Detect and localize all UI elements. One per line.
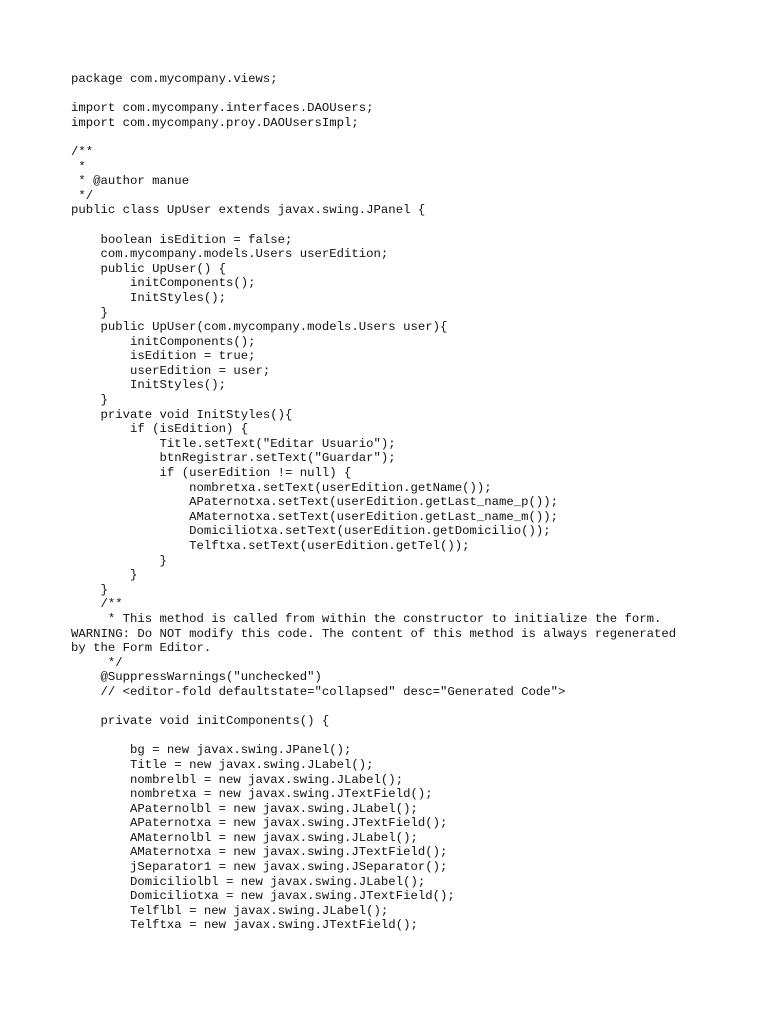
code-line: Telftxa = new javax.swing.JTextField(); bbox=[71, 918, 418, 933]
code-line: InitStyles(); bbox=[71, 378, 226, 393]
code-line bbox=[71, 700, 721, 715]
code-line: WARNING: Do NOT modify this code. The content of this method is always regenerated bbox=[71, 626, 677, 641]
code-line: package com.mycompany.views; bbox=[71, 72, 278, 86]
code-line: jSeparator1 = new javax.swing.JSeparator(); bbox=[71, 860, 448, 875]
code-line: Title = new javax.swing.JLabel(); bbox=[71, 757, 374, 772]
code-line: // <editor-fold defaultstate="collapsed" desc="Generated Code"> bbox=[71, 684, 566, 699]
code-line: Telftxa.setText(userEdition.getTel()); bbox=[71, 539, 470, 553]
code-line: nombretxa.setText(userEdition.getName()); bbox=[71, 480, 492, 495]
code-line: AMaternotxa.setText(userEdition.getLast_name_m()); bbox=[71, 509, 559, 524]
code-line: nombrelbl = new javax.swing.JLabel(); bbox=[71, 772, 404, 787]
code-line: public UpUser(com.mycompany.models.Users user){ bbox=[71, 320, 448, 335]
code-line: if (userEdition != null) { bbox=[71, 466, 352, 481]
code-line: /** bbox=[71, 597, 123, 612]
code-line: InitStyles(); bbox=[71, 290, 226, 305]
code-line: boolean isEdition = false; bbox=[71, 232, 293, 247]
code-line: initComponents(); bbox=[71, 334, 256, 349]
code-line: @SuppressWarnings("unchecked") bbox=[71, 670, 322, 685]
code-line: nombretxa = new javax.swing.JTextField(); bbox=[71, 787, 433, 802]
code-line: by the Form Editor. bbox=[71, 641, 212, 656]
code-line: * bbox=[71, 159, 86, 174]
code-line: Domiciliolbl = new javax.swing.JLabel(); bbox=[71, 874, 426, 889]
code-line: APaternotxa = new javax.swing.JTextField(); bbox=[71, 816, 448, 831]
code-line: } bbox=[71, 553, 167, 568]
code-line: Domiciliotxa.setText(userEdition.getDomicilio()); bbox=[71, 524, 551, 539]
code-line: Domiciliotxa = new javax.swing.JTextField(); bbox=[71, 889, 455, 904]
code-line bbox=[71, 729, 721, 744]
code-line: userEdition = user; bbox=[71, 363, 271, 378]
code-line: import com.mycompany.proy.DAOUsersImpl; bbox=[71, 115, 359, 130]
code-line: if (isEdition) { bbox=[71, 422, 249, 437]
code-line: } bbox=[71, 582, 108, 597]
code-line bbox=[71, 130, 721, 145]
code-line: } bbox=[71, 393, 108, 408]
code-line: AMaternolbl = new javax.swing.JLabel(); bbox=[71, 830, 418, 845]
code-line: btnRegistrar.setText("Guardar"); bbox=[71, 451, 396, 466]
code-line: APaternotxa.setText(userEdition.getLast_name_p()); bbox=[71, 495, 559, 510]
code-line: } bbox=[71, 568, 138, 583]
code-line: isEdition = true; bbox=[71, 349, 256, 364]
code-line: public class UpUser extends javax.swing.JPanel { bbox=[71, 203, 426, 218]
code-line: */ bbox=[71, 655, 123, 670]
code-line bbox=[71, 87, 721, 102]
code-line: Telflbl = new javax.swing.JLabel(); bbox=[71, 903, 389, 918]
code-line: */ bbox=[71, 188, 94, 203]
code-line: * This method is called from within the constructor to initialize the form. bbox=[71, 611, 662, 626]
code-line: /** bbox=[71, 144, 94, 159]
code-line: com.mycompany.models.Users userEdition; bbox=[71, 247, 389, 262]
code-line: AMaternotxa = new javax.swing.JTextField(); bbox=[71, 845, 448, 860]
code-line: } bbox=[71, 305, 108, 320]
code-line: private void InitStyles(){ bbox=[71, 407, 293, 422]
code-line: private void initComponents() { bbox=[71, 714, 330, 729]
code-line bbox=[71, 218, 721, 233]
code-listing bbox=[71, 72, 721, 933]
code-line: * @author manue bbox=[71, 174, 190, 189]
code-line: public UpUser() { bbox=[71, 261, 226, 276]
code-line: APaternolbl = new javax.swing.JLabel(); bbox=[71, 801, 418, 816]
code-line: initComponents(); bbox=[71, 276, 256, 291]
code-line: import com.mycompany.interfaces.DAOUsers; bbox=[71, 101, 374, 116]
code-line: Title.setText("Editar Usuario"); bbox=[71, 436, 396, 451]
code-line: bg = new javax.swing.JPanel(); bbox=[71, 743, 352, 758]
